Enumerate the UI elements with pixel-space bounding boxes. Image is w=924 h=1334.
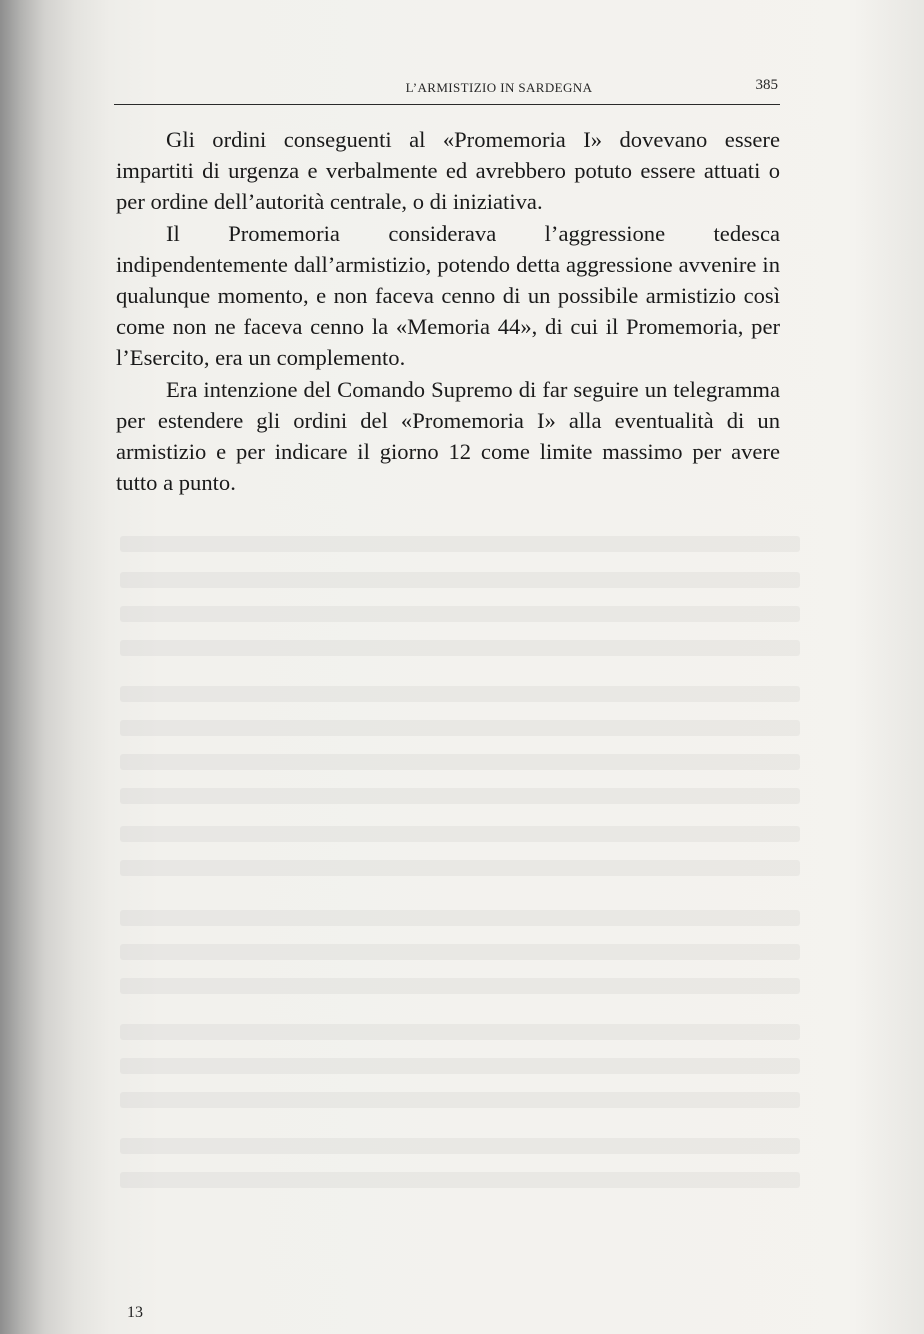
running-header <box>114 74 780 105</box>
signature-mark: 13 <box>127 1304 143 1321</box>
bleed-through-line <box>120 720 800 736</box>
bleed-through-line <box>120 1172 800 1188</box>
page-number: 385 <box>755 77 778 93</box>
bleed-through-line <box>120 910 800 926</box>
body-text <box>116 124 780 498</box>
bleed-through-line <box>120 860 800 876</box>
bleed-through-line <box>120 754 800 770</box>
bleed-through-line <box>120 978 800 994</box>
running-title: L’ARMISTIZIO IN SARDEGNA <box>405 80 593 95</box>
bleed-through-line <box>120 686 800 702</box>
bleed-through-line <box>120 572 800 588</box>
bleed-through-line <box>120 536 800 552</box>
bleed-through-line <box>120 606 800 622</box>
bleed-through-line <box>120 1092 800 1108</box>
bleed-through-line <box>120 944 800 960</box>
paragraph: Il Promemoria considerava l’aggressione tedesca indipendentemente dall’armistizio, potendo detta aggressione avvenire in qualunque momento, e non faceva cenno di un possibile armistizio così come non ne faceva cenno la «Memoria 44», di cui il Promemoria, per l’Esercito, era un complemento. <box>116 220 780 371</box>
bleed-through-line <box>120 1024 800 1040</box>
bleed-through-line <box>120 1138 800 1154</box>
bleed-through-line <box>120 788 800 804</box>
paragraph: Era intenzione del Comando Supremo di far seguire un telegramma per estendere gli ordini del «Promemoria I» alla eventualità di un armistizio e per indicare il giorno 12 come limite massimo per avere tutto a punto. <box>116 376 780 496</box>
bleed-through-line <box>120 826 800 842</box>
paragraph: Gli ordini conseguenti al «Promemoria I» dovevano essere impartiti di urgenza e verbalmente ed avrebbero potuto essere attuati o per ordine dell’autorità centrale, o di iniziativa. <box>116 127 780 215</box>
bleed-through-line <box>120 1058 800 1074</box>
bleed-through-line <box>120 640 800 656</box>
